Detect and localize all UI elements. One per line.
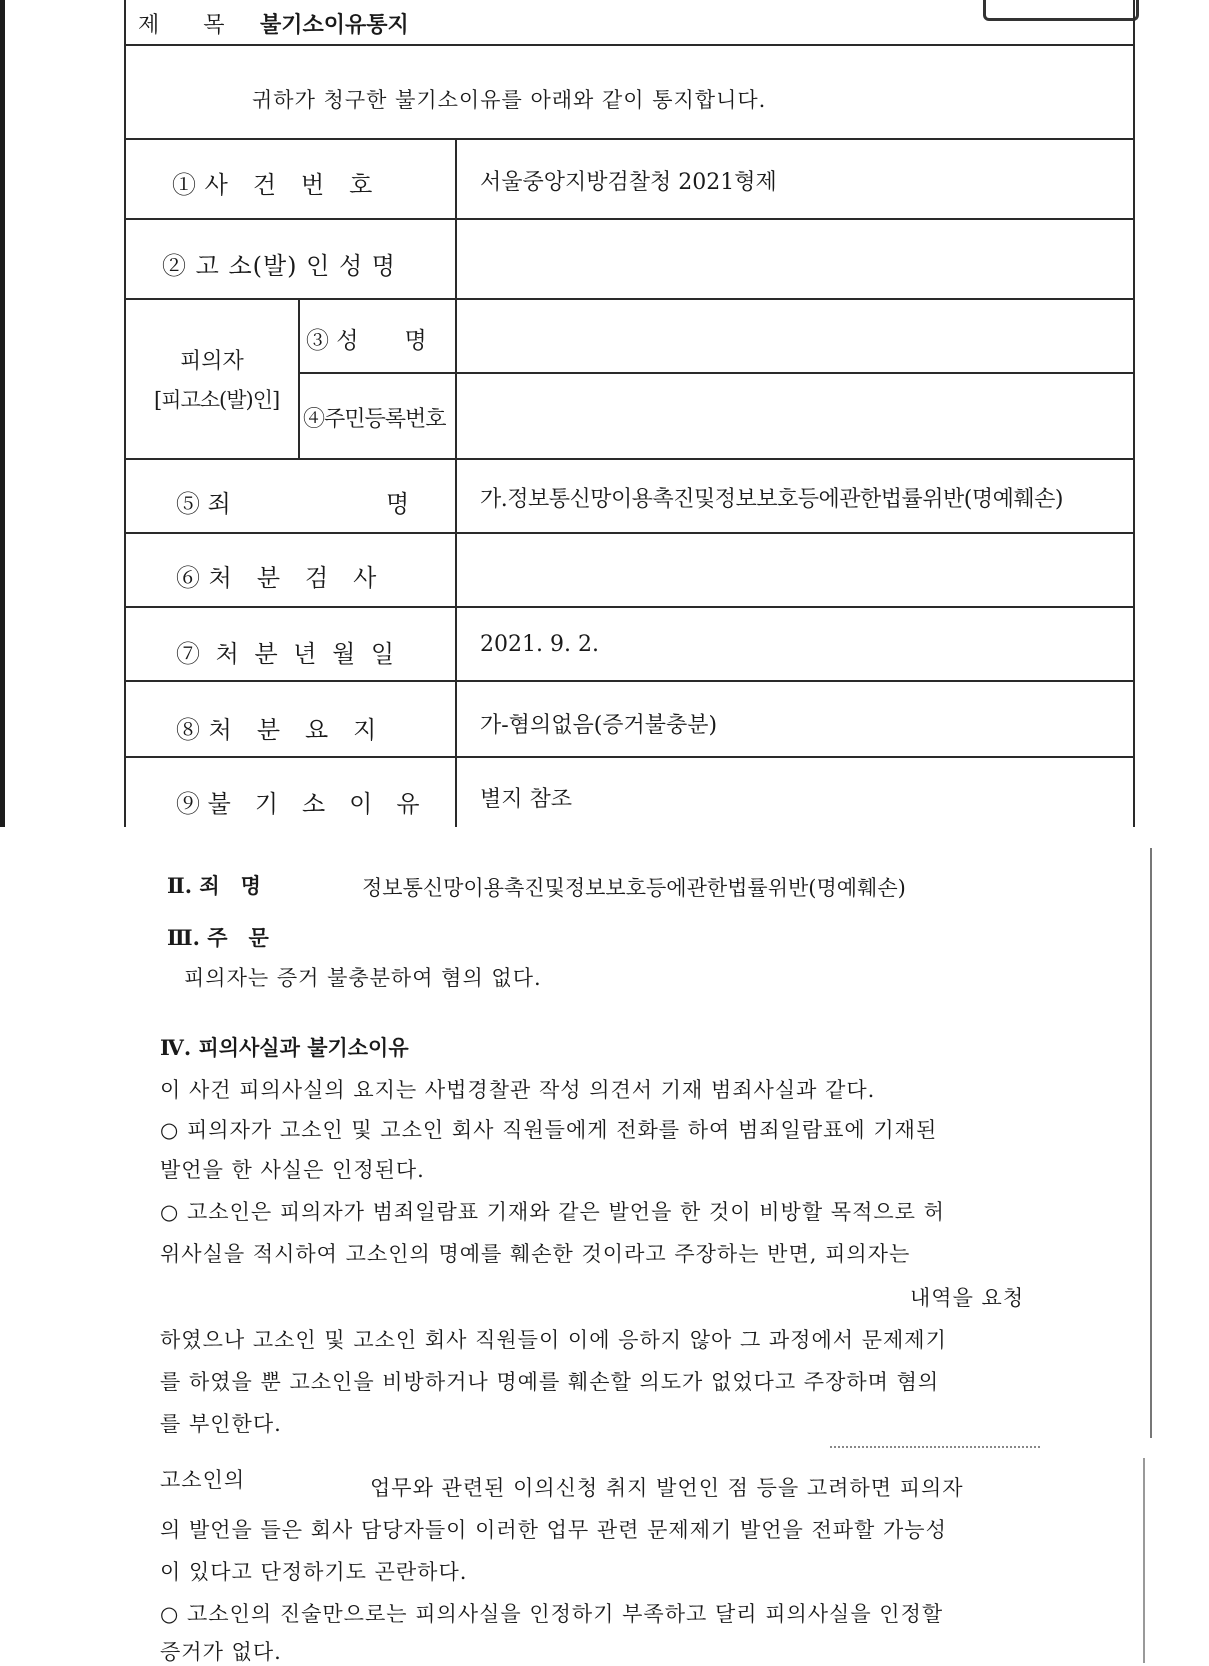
section4-line: 내역을 요청 [910, 1286, 1025, 1310]
section4-line: ○ 피의자가 고소인 및 고소인 회사 직원들에게 전화를 하여 범죄일람표에 기재된 [160, 1118, 938, 1142]
continuation-start: 고소인의 [160, 1468, 246, 1492]
suspect-group-label-1: 피의자 [180, 349, 244, 374]
row-line [124, 606, 1134, 608]
continuation-line: 업무와 관련된 이의신청 취지 발언인 점 등을 고려하면 피의자 [370, 1476, 964, 1500]
section3-text: 피의자는 증거 불충분하여 혐의 없다. [184, 966, 542, 990]
subject-value: 불기소이유통지 [260, 12, 409, 38]
reason-label: ⑨ 불 기 소 이 유 [176, 790, 420, 818]
subject-label: 제 목 [138, 13, 225, 38]
section4-line: 발언을 한 사실은 인정된다. [160, 1158, 425, 1182]
section4-line: 이 사건 피의사실의 요지는 사법경찰관 작성 의견서 기재 범죄사실과 같다. [160, 1078, 876, 1102]
reason-value: 별지 참조 [480, 787, 573, 812]
section2-heading: Ⅱ. 죄 명 [167, 873, 261, 898]
suspect-name-label: ③ 성 명 [306, 328, 427, 354]
continuation-line: ○ 고소인의 진술만으로는 피의사실을 인정하기 부족하고 달리 피의사실을 인정할 [160, 1602, 944, 1626]
scan-edge-left [0, 0, 5, 827]
row-line [124, 532, 1134, 534]
charge-label-left: ⑤ 죄 [176, 490, 231, 518]
suspect-id-label: ④주민등록번호 [303, 407, 446, 432]
complainant-label: ② 고 소(발) 인 성 명 [162, 252, 396, 280]
table-border-left [124, 0, 126, 827]
cutoff-marks [830, 1446, 1040, 1452]
row-line [298, 372, 1134, 374]
section3-heading: Ⅲ. 주 문 [167, 925, 269, 950]
section4-line: 하였으나 고소인 및 고소인 회사 직원들이 이에 응하지 않아 그 과정에서 문제제기 [160, 1328, 947, 1352]
row-line [124, 298, 1134, 300]
section4-heading: Ⅳ. 피의사실과 불기소이유 [160, 1035, 409, 1060]
table-border-right [1133, 0, 1135, 827]
subject-underline [124, 44, 1134, 46]
label-column-divider [455, 138, 457, 827]
disposition-summary-value: 가-혐의없음(증거불충분) [480, 713, 718, 738]
disposition-summary-label: ⑧ 처 분 요 지 [176, 716, 377, 744]
row-line [124, 680, 1134, 682]
section4-line: 를 하였을 뿐 고소인을 비방하거나 명예를 훼손할 의도가 없었다고 주장하며 혐의 [160, 1370, 940, 1394]
suspect-subdivider [298, 298, 300, 458]
charge-label-right: 명 [386, 490, 410, 518]
stamp-fragment [983, 0, 1139, 21]
continuation-line: 이 있다고 단정하기도 곤란하다. [160, 1560, 468, 1584]
case-number-label: ① 사 건 번 호 [172, 171, 373, 199]
scan-edge-right [1150, 848, 1152, 1438]
row-line [124, 218, 1134, 220]
case-number-value: 서울중앙지방검찰청 2021형제 [480, 170, 777, 195]
row-line [124, 756, 1134, 758]
scan-edge-right-lower [1143, 1458, 1145, 1663]
prosecutor-label: ⑥ 처 분 검 사 [176, 564, 377, 592]
disposition-date-value: 2021. 9. 2. [480, 632, 599, 657]
section2-value: 정보통신망이용촉진및정보보호등에관한법률위반(명예훼손) [362, 876, 906, 900]
row-line [124, 138, 1134, 140]
row-line [124, 458, 1134, 460]
section4-line: ○ 고소인은 피의자가 범죄일람표 기재와 같은 발언을 한 것이 비방할 목적으로 허 [160, 1200, 945, 1224]
notice-intro: 귀하가 청구한 불기소이유를 아래와 같이 통지합니다. [252, 88, 767, 112]
suspect-group-label-2: [피고소(발)인] [154, 388, 280, 412]
section4-line: 위사실을 적시하여 고소인의 명예를 훼손한 것이라고 주장하는 반면, 피의자는 [160, 1242, 911, 1266]
section4-line: 를 부인한다. [160, 1412, 282, 1436]
continuation-line: 증거가 없다. [160, 1640, 282, 1664]
disposition-date-label: ⑦ 처 분 년 월 일 [176, 640, 399, 668]
charge-value: 가.정보통신망이용촉진및정보보호등에관한법률위반(명예훼손) [480, 487, 1063, 512]
continuation-line: 의 발언을 들은 회사 담당자들이 이러한 업무 관련 문제제기 발언을 전파할 가능성 [160, 1518, 947, 1542]
